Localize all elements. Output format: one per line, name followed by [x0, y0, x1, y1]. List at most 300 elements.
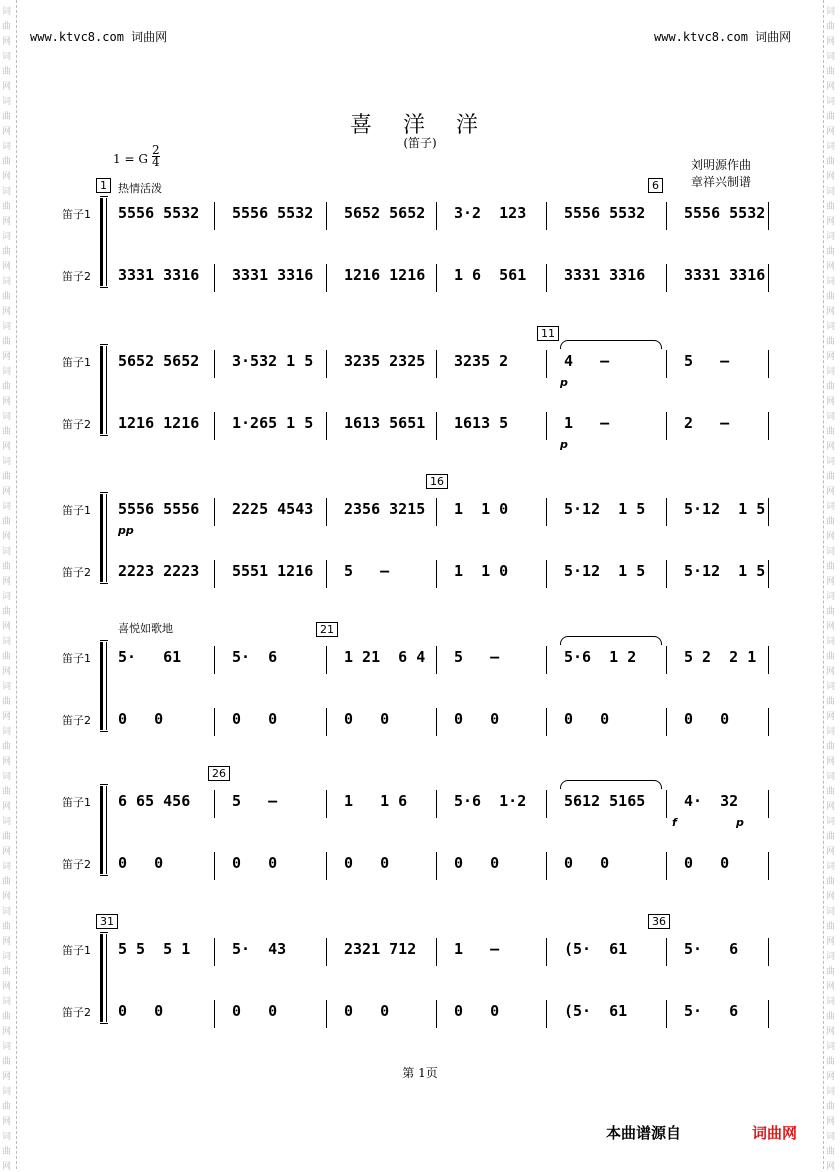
measure-flute2: 0 0	[232, 710, 278, 728]
time-sig-bottom: 4	[152, 155, 160, 169]
side-watermark-glyph: 曲	[826, 742, 836, 752]
barline	[214, 708, 215, 736]
slur-mark	[560, 780, 662, 789]
side-watermark-glyph: 网	[2, 577, 12, 587]
slur-mark	[560, 340, 662, 349]
measure-flute2: 3331 3316	[232, 266, 314, 284]
side-watermark-glyph: 词	[826, 997, 836, 1007]
expression-mark: 热情活泼	[118, 182, 162, 195]
side-watermark-glyph: 曲	[826, 1012, 836, 1022]
side-watermark-glyph: 网	[826, 217, 836, 227]
measure-flute1: 5·6 1 2	[564, 648, 637, 666]
side-watermark-glyph: 词	[826, 1132, 836, 1142]
side-watermark-glyph: 网	[2, 757, 12, 767]
barline	[546, 938, 547, 966]
barline	[326, 350, 327, 378]
side-watermark-glyph: 曲	[2, 112, 12, 122]
side-watermark-glyph: 词	[826, 457, 836, 467]
side-watermark-glyph: 网	[2, 172, 12, 182]
side-watermark-glyph: 词	[826, 1042, 836, 1052]
side-watermark-glyph: 词	[826, 277, 836, 287]
barline	[768, 1000, 769, 1028]
side-watermark-glyph: 网	[826, 577, 836, 587]
barline	[326, 646, 327, 674]
side-watermark-glyph: 曲	[2, 337, 12, 347]
bar-number: 21	[316, 622, 338, 637]
side-watermark-glyph: 网	[826, 487, 836, 497]
measure-flute2: 5· 6	[684, 1002, 739, 1020]
side-watermark-glyph: 词	[826, 862, 836, 872]
measure-flute2: 0 0	[684, 710, 730, 728]
side-watermark-glyph: 网	[826, 37, 836, 47]
side-watermark-glyph: 词	[2, 367, 12, 377]
barline	[666, 350, 667, 378]
side-watermark-glyph: 曲	[2, 22, 12, 32]
side-watermark-glyph: 词	[826, 367, 836, 377]
side-watermark-glyph: 网	[2, 307, 12, 317]
side-watermark-glyph: 网	[826, 397, 836, 407]
measure-flute2: 0 0	[684, 854, 730, 872]
measure-flute2: 0 0	[564, 854, 610, 872]
measure-flute1: (5· 61	[564, 940, 628, 958]
measure-flute2: 2 –	[684, 414, 730, 432]
barline	[214, 790, 215, 818]
barline	[214, 646, 215, 674]
barline	[436, 852, 437, 880]
measure-flute2: 1·265 1 5	[232, 414, 314, 432]
measure-flute2: (5· 61	[564, 1002, 628, 1020]
side-watermark-glyph: 曲	[2, 1102, 12, 1112]
side-watermark-glyph: 曲	[826, 1147, 836, 1157]
barline	[666, 790, 667, 818]
side-watermark-glyph: 词	[826, 907, 836, 917]
measure-flute2: 0 0	[344, 1002, 390, 1020]
measure-flute2: 0 0	[564, 710, 610, 728]
side-watermark-glyph: 网	[826, 757, 836, 767]
side-watermark-glyph: 词	[826, 187, 836, 197]
barline	[768, 350, 769, 378]
barline	[214, 1000, 215, 1028]
measure-flute2: 3331 3316	[564, 266, 646, 284]
instrument-label-flute2: 笛子2	[62, 566, 91, 579]
side-watermark-glyph: 词	[2, 1132, 12, 1142]
score-system	[62, 767, 768, 876]
barline	[666, 1000, 667, 1028]
side-watermark-glyph: 曲	[826, 832, 836, 842]
barline	[546, 264, 547, 292]
instrument-label-flute1: 笛子1	[62, 796, 91, 809]
barline	[546, 852, 547, 880]
barline	[326, 790, 327, 818]
side-watermark-glyph: 网	[826, 442, 836, 452]
barline	[214, 560, 215, 588]
barline	[214, 202, 215, 230]
barline	[768, 646, 769, 674]
side-watermark-glyph: 曲	[2, 1012, 12, 1022]
side-watermark-glyph: 词	[2, 682, 12, 692]
measure-flute2: 1613 5651	[344, 414, 426, 432]
side-watermark-glyph: 网	[826, 982, 836, 992]
side-watermark-glyph: 曲	[826, 967, 836, 977]
measure-flute1: 5·6 1·2	[454, 792, 527, 810]
measure-flute1: 5652 5652	[118, 352, 200, 370]
side-watermark-glyph: 网	[826, 1162, 836, 1172]
measure-flute1: 5612 5165	[564, 792, 646, 810]
barline	[326, 708, 327, 736]
barline	[326, 498, 327, 526]
side-watermark-glyph: 词	[826, 502, 836, 512]
measure-flute1: 5652 5652	[344, 204, 426, 222]
page-number: 第 1页	[402, 1066, 438, 1080]
barline	[546, 412, 547, 440]
measure-flute1: 1 21 6 4	[344, 648, 426, 666]
side-watermark-glyph: 曲	[826, 1057, 836, 1067]
side-watermark-glyph: 词	[2, 277, 12, 287]
side-watermark-glyph: 网	[2, 487, 12, 497]
side-watermark-glyph: 词	[826, 727, 836, 737]
measure-flute2: 1 1 0	[454, 562, 509, 580]
composer: 刘明源作曲	[691, 158, 752, 172]
measure-flute1: 5556 5532	[684, 204, 766, 222]
side-watermark-glyph: 网	[2, 667, 12, 677]
side-watermark-glyph: 网	[2, 802, 12, 812]
measure-flute1: 6 65 456	[118, 792, 191, 810]
side-watermark-glyph: 曲	[2, 742, 12, 752]
side-watermark-glyph: 曲	[2, 1147, 12, 1157]
side-watermark-glyph: 网	[826, 352, 836, 362]
side-watermark-glyph: 词	[2, 952, 12, 962]
left-watermark-strip	[0, 0, 17, 1172]
measure-flute2: 1 6 561	[454, 266, 527, 284]
side-watermark-glyph: 词	[2, 772, 12, 782]
watermark-right: www.ktvc8.com 词曲网	[654, 30, 792, 44]
side-watermark-glyph: 网	[826, 667, 836, 677]
right-watermark-strip	[823, 0, 840, 1172]
barline	[326, 202, 327, 230]
system-line	[106, 494, 107, 582]
side-watermark-glyph: 网	[826, 712, 836, 722]
page-title: 喜 洋 洋	[350, 113, 490, 138]
side-watermark-glyph: 词	[826, 592, 836, 602]
side-watermark-glyph: 词	[826, 817, 836, 827]
instrument-label-flute2: 笛子2	[62, 418, 91, 431]
measure-flute1: 5· 6	[684, 940, 739, 958]
side-watermark-glyph: 网	[2, 82, 12, 92]
barline	[768, 560, 769, 588]
barline	[326, 1000, 327, 1028]
measure-flute1: 1 1 0	[454, 500, 509, 518]
system-line	[106, 786, 107, 874]
barline	[214, 852, 215, 880]
side-watermark-glyph: 词	[2, 817, 12, 827]
brand-label: 词曲网	[752, 1124, 798, 1142]
dynamic-mark: p	[736, 816, 744, 829]
side-watermark-glyph: 网	[826, 937, 836, 947]
arranger: 章祥兴制谱	[691, 175, 752, 189]
side-watermark-glyph: 词	[826, 412, 836, 422]
side-watermark-glyph: 网	[826, 262, 836, 272]
side-watermark-glyph: 曲	[826, 337, 836, 347]
barline	[214, 264, 215, 292]
measure-flute2: 0 0	[344, 854, 390, 872]
system-line	[106, 346, 107, 434]
system-line	[106, 642, 107, 730]
side-watermark-glyph: 网	[2, 397, 12, 407]
side-watermark-glyph: 曲	[2, 472, 12, 482]
measure-flute1: 5· 6	[232, 648, 278, 666]
side-watermark-glyph: 网	[2, 1117, 12, 1127]
side-watermark-glyph: 曲	[2, 1057, 12, 1067]
side-watermark-glyph: 曲	[2, 202, 12, 212]
score-system	[62, 327, 768, 451]
measure-flute1: 3·532 1 5	[232, 352, 314, 370]
side-watermark-glyph: 网	[2, 1162, 12, 1172]
side-watermark-glyph: 词	[2, 52, 12, 62]
measure-flute1: 1 1 6	[344, 792, 408, 810]
side-watermark-glyph: 网	[826, 847, 836, 857]
side-watermark-glyph: 曲	[2, 247, 12, 257]
side-watermark-glyph: 网	[2, 532, 12, 542]
measure-flute1: 5556 5556	[118, 500, 200, 518]
side-watermark-glyph: 曲	[826, 382, 836, 392]
barline	[546, 790, 547, 818]
side-watermark-glyph: 网	[2, 127, 12, 137]
measure-flute1: 1 –	[454, 940, 500, 958]
barline	[546, 202, 547, 230]
side-watermark-glyph: 曲	[2, 697, 12, 707]
side-watermark-glyph: 网	[2, 847, 12, 857]
side-watermark-glyph: 词	[2, 997, 12, 1007]
side-watermark-glyph: 网	[826, 532, 836, 542]
measure-flute2: 0 0	[118, 1002, 164, 1020]
side-watermark-glyph: 网	[826, 307, 836, 317]
measure-flute1: 5 –	[684, 352, 730, 370]
measure-flute2: 5 –	[344, 562, 390, 580]
barline	[666, 852, 667, 880]
side-watermark-glyph: 曲	[826, 877, 836, 887]
barline	[436, 646, 437, 674]
side-watermark-glyph: 曲	[2, 517, 12, 527]
side-watermark-glyph: 网	[2, 622, 12, 632]
barline	[326, 412, 327, 440]
measure-flute1: 5 –	[232, 792, 278, 810]
side-watermark-glyph: 网	[826, 82, 836, 92]
side-watermark-glyph: 曲	[2, 922, 12, 932]
side-watermark-glyph: 曲	[2, 652, 12, 662]
measure-flute2: 0 0	[454, 854, 500, 872]
barline	[436, 264, 437, 292]
barline	[768, 790, 769, 818]
score-system	[62, 622, 768, 732]
side-watermark-glyph: 曲	[2, 157, 12, 167]
measure-flute2: 3331 3316	[684, 266, 766, 284]
measure-flute1: 2321 712	[344, 940, 417, 958]
measure-flute1: 5· 61	[118, 648, 182, 666]
system-line	[106, 198, 107, 286]
side-watermark-glyph: 网	[2, 217, 12, 227]
side-watermark-glyph: 词	[2, 457, 12, 467]
side-watermark-glyph: 曲	[826, 427, 836, 437]
side-watermark-glyph: 网	[826, 127, 836, 137]
side-watermark-glyph: 网	[826, 1027, 836, 1037]
side-watermark-glyph: 词	[2, 412, 12, 422]
system-line	[106, 934, 107, 1022]
side-watermark-glyph: 曲	[826, 292, 836, 302]
instrument-label-flute1: 笛子1	[62, 944, 91, 957]
side-watermark-glyph: 词	[826, 322, 836, 332]
dynamic-mark: f	[672, 816, 677, 829]
side-watermark-glyph: 曲	[826, 922, 836, 932]
score-system	[62, 475, 768, 584]
side-watermark-glyph: 网	[2, 712, 12, 722]
side-watermark-glyph: 网	[2, 442, 12, 452]
measure-flute2: 0 0	[232, 854, 278, 872]
instrument-label-flute1: 笛子1	[62, 652, 91, 665]
barline	[436, 938, 437, 966]
instrument-label-flute2: 笛子2	[62, 270, 91, 283]
side-watermark-glyph: 词	[826, 52, 836, 62]
measure-flute2: 0 0	[344, 710, 390, 728]
measure-flute1: 5·12 1 5	[684, 500, 766, 518]
measure-flute2: 1216 1216	[344, 266, 426, 284]
side-watermark-glyph: 词	[2, 1042, 12, 1052]
measure-flute1: 3235 2	[454, 352, 509, 370]
measure-flute2: 0 0	[454, 1002, 500, 1020]
side-watermark-glyph: 词	[2, 322, 12, 332]
measure-flute1: 5 5 5 1	[118, 940, 191, 958]
side-watermark-glyph: 曲	[826, 112, 836, 122]
side-watermark-glyph: 词	[2, 727, 12, 737]
side-watermark-glyph: 词	[826, 772, 836, 782]
side-watermark-glyph: 网	[826, 622, 836, 632]
barline	[768, 708, 769, 736]
barline	[768, 412, 769, 440]
measure-flute2: 0 0	[118, 710, 164, 728]
barline	[666, 498, 667, 526]
barline	[326, 560, 327, 588]
side-watermark-glyph: 曲	[826, 697, 836, 707]
measure-flute1: 5 2 2 1	[684, 648, 757, 666]
measure-flute2: 0 0	[118, 854, 164, 872]
side-watermark-glyph: 词	[826, 232, 836, 242]
barline	[436, 1000, 437, 1028]
side-watermark-glyph: 词	[2, 502, 12, 512]
bar-number: 1	[96, 178, 111, 193]
key-signature: 1 = G	[113, 152, 148, 166]
side-watermark-glyph: 曲	[826, 157, 836, 167]
barline	[546, 708, 547, 736]
side-watermark-glyph: 网	[826, 1072, 836, 1082]
side-watermark-glyph: 曲	[2, 67, 12, 77]
measure-flute2: 0 0	[454, 710, 500, 728]
side-watermark-glyph: 词	[2, 97, 12, 107]
side-watermark-glyph: 曲	[826, 202, 836, 212]
barline	[768, 852, 769, 880]
bar-number: 6	[648, 178, 663, 193]
barline	[214, 350, 215, 378]
side-watermark-glyph: 网	[2, 892, 12, 902]
side-watermark-glyph: 词	[2, 7, 12, 17]
side-watermark-glyph: 曲	[2, 607, 12, 617]
expression-mark: 喜悦如歌地	[118, 622, 173, 635]
barline	[666, 560, 667, 588]
side-watermark-glyph: 词	[826, 142, 836, 152]
side-watermark-glyph: 网	[2, 1027, 12, 1037]
barline	[666, 646, 667, 674]
instrument-label-flute1: 笛子1	[62, 504, 91, 517]
side-watermark-glyph: 曲	[2, 787, 12, 797]
measure-flute2: 0 0	[232, 1002, 278, 1020]
side-watermark-glyph: 曲	[2, 427, 12, 437]
instrument-label-flute2: 笛子2	[62, 1006, 91, 1019]
side-watermark-glyph: 网	[826, 172, 836, 182]
dynamic-mark: p	[560, 438, 568, 451]
barline	[436, 412, 437, 440]
side-watermark-glyph: 网	[2, 352, 12, 362]
barline	[436, 708, 437, 736]
side-watermark-glyph: 网	[2, 982, 12, 992]
measure-flute1: 5556 5532	[118, 204, 200, 222]
side-watermark-glyph: 曲	[826, 562, 836, 572]
measure-flute1: 3235 2325	[344, 352, 426, 370]
barline	[436, 498, 437, 526]
measure-flute1: 5· 43	[232, 940, 287, 958]
side-watermark-glyph: 词	[2, 862, 12, 872]
dynamic-mark: pp	[118, 524, 134, 537]
measure-flute1: 5 –	[454, 648, 500, 666]
side-watermark-glyph: 网	[2, 1072, 12, 1082]
barline	[768, 498, 769, 526]
barline	[666, 202, 667, 230]
side-watermark-glyph: 曲	[826, 517, 836, 527]
measure-flute1: 3·2 123	[454, 204, 527, 222]
barline	[546, 560, 547, 588]
bar-number: 16	[426, 474, 448, 489]
side-watermark-glyph: 曲	[2, 967, 12, 977]
barline	[214, 412, 215, 440]
side-watermark-glyph: 词	[826, 1087, 836, 1097]
barline	[768, 202, 769, 230]
side-watermark-glyph: 词	[826, 637, 836, 647]
measure-flute2: 1216 1216	[118, 414, 200, 432]
side-watermark-glyph: 词	[2, 142, 12, 152]
barline	[436, 560, 437, 588]
side-watermark-glyph: 曲	[826, 652, 836, 662]
page-subtitle: (笛子)	[403, 136, 437, 150]
measure-flute2: 1613 5	[454, 414, 509, 432]
side-watermark-glyph: 曲	[826, 607, 836, 617]
instrument-label-flute2: 笛子2	[62, 714, 91, 727]
side-watermark-glyph: 网	[826, 1117, 836, 1127]
side-watermark-glyph: 曲	[826, 472, 836, 482]
side-watermark-glyph: 曲	[826, 22, 836, 32]
side-watermark-glyph: 词	[2, 907, 12, 917]
time-sig-top: 2	[152, 143, 160, 157]
instrument-label-flute1: 笛子1	[62, 208, 91, 221]
side-watermark-glyph: 网	[2, 262, 12, 272]
measure-flute2: 5·12 1 5	[684, 562, 766, 580]
measure-flute2: 2223 2223	[118, 562, 200, 580]
side-watermark-glyph: 词	[2, 187, 12, 197]
time-signature	[152, 145, 160, 168]
bar-number: 31	[96, 914, 118, 929]
instrument-label-flute1: 笛子1	[62, 356, 91, 369]
barline	[326, 852, 327, 880]
side-watermark-glyph: 曲	[2, 562, 12, 572]
barline	[666, 264, 667, 292]
side-watermark-glyph: 曲	[826, 67, 836, 77]
barline	[768, 938, 769, 966]
